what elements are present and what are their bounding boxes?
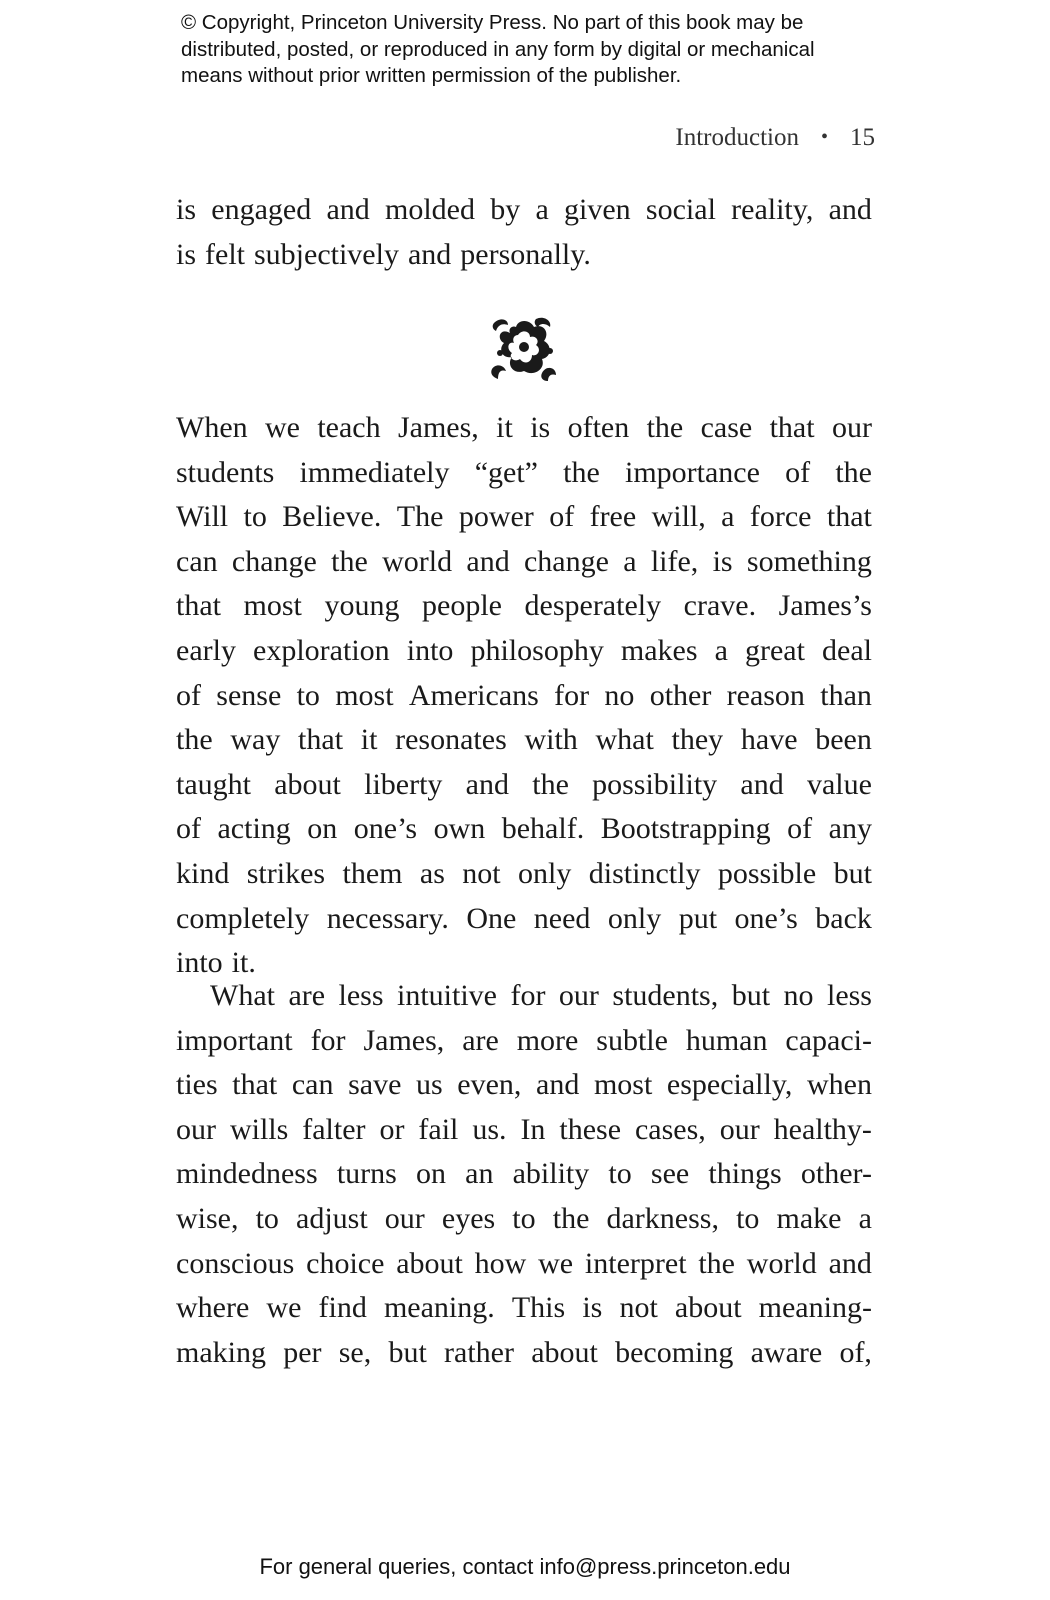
text-line: can change the world and change a life, is something xyxy=(176,544,872,578)
paragraph-healthy-mindedness xyxy=(176,974,872,1375)
running-head xyxy=(675,124,875,152)
section-title: Introduction xyxy=(675,124,799,151)
text-line: ties that can save us even, and most especially, when xyxy=(176,1068,872,1102)
paragraph-will-to-believe xyxy=(176,406,872,986)
text-line: where we find meaning. This is not about meaning- xyxy=(176,1291,872,1325)
text-line: of sense to most Americans for no other reason than xyxy=(176,678,872,712)
text-line: of acting on one’s own behalf. Bootstrapping of any xyxy=(176,812,872,846)
text-line: is felt subjectively and personally. xyxy=(176,237,591,271)
text-line: early exploration into philosophy makes a great deal xyxy=(176,633,872,667)
text-line: wise, to adjust our eyes to the darkness, to make a xyxy=(176,1201,872,1235)
copyright-line: © Copyright, Princeton University Press. No part of this book may be xyxy=(181,11,804,34)
text-line: into it. xyxy=(176,946,256,980)
text-line: making per se, but rather about becoming aware of, xyxy=(176,1335,872,1369)
top-paragraph xyxy=(176,188,872,277)
text-line: conscious choice about how we interpret the world and xyxy=(176,1246,872,1280)
text-line: our wills falter or fail us. In these cases, our healthy- xyxy=(176,1112,872,1146)
copyright-line: distributed, posted, or reproduced in any form by digital or mechanical xyxy=(181,37,815,61)
separator-bullet: • xyxy=(820,126,828,148)
text-line: completely necessary. One need only put one’s back xyxy=(176,901,872,935)
text-line: is engaged and molded by a given social reality, and xyxy=(176,193,872,226)
text-line: taught about liberty and the possibility and value xyxy=(176,767,872,801)
copyright-line: means without prior written permission of the publisher. xyxy=(181,64,682,87)
floral-ornament-icon xyxy=(488,313,560,385)
text-line: the way that it resonates with what they have been xyxy=(176,723,872,757)
text-line: students immediately “get” the importance of the xyxy=(176,455,872,489)
text-line: Will to Believe. The power of free will, a force that xyxy=(176,500,872,534)
text-line: that most young people desperately crave. James’s xyxy=(176,589,872,623)
copyright-notice xyxy=(181,10,901,90)
text-line: When we teach James, it is often the case that our xyxy=(176,411,872,444)
text-line: What are less intuitive for our students, but no less xyxy=(210,979,872,1012)
page-number: 15 xyxy=(850,124,875,151)
text-line: mindedness turns on an ability to see things other- xyxy=(176,1157,872,1191)
text-line: important for James, are more subtle human capaci- xyxy=(176,1023,872,1057)
text-line: kind strikes them as not only distinctly possible but xyxy=(176,856,872,890)
footer-contact: For general queries, contact info@press.princeton.edu xyxy=(259,1554,791,1579)
